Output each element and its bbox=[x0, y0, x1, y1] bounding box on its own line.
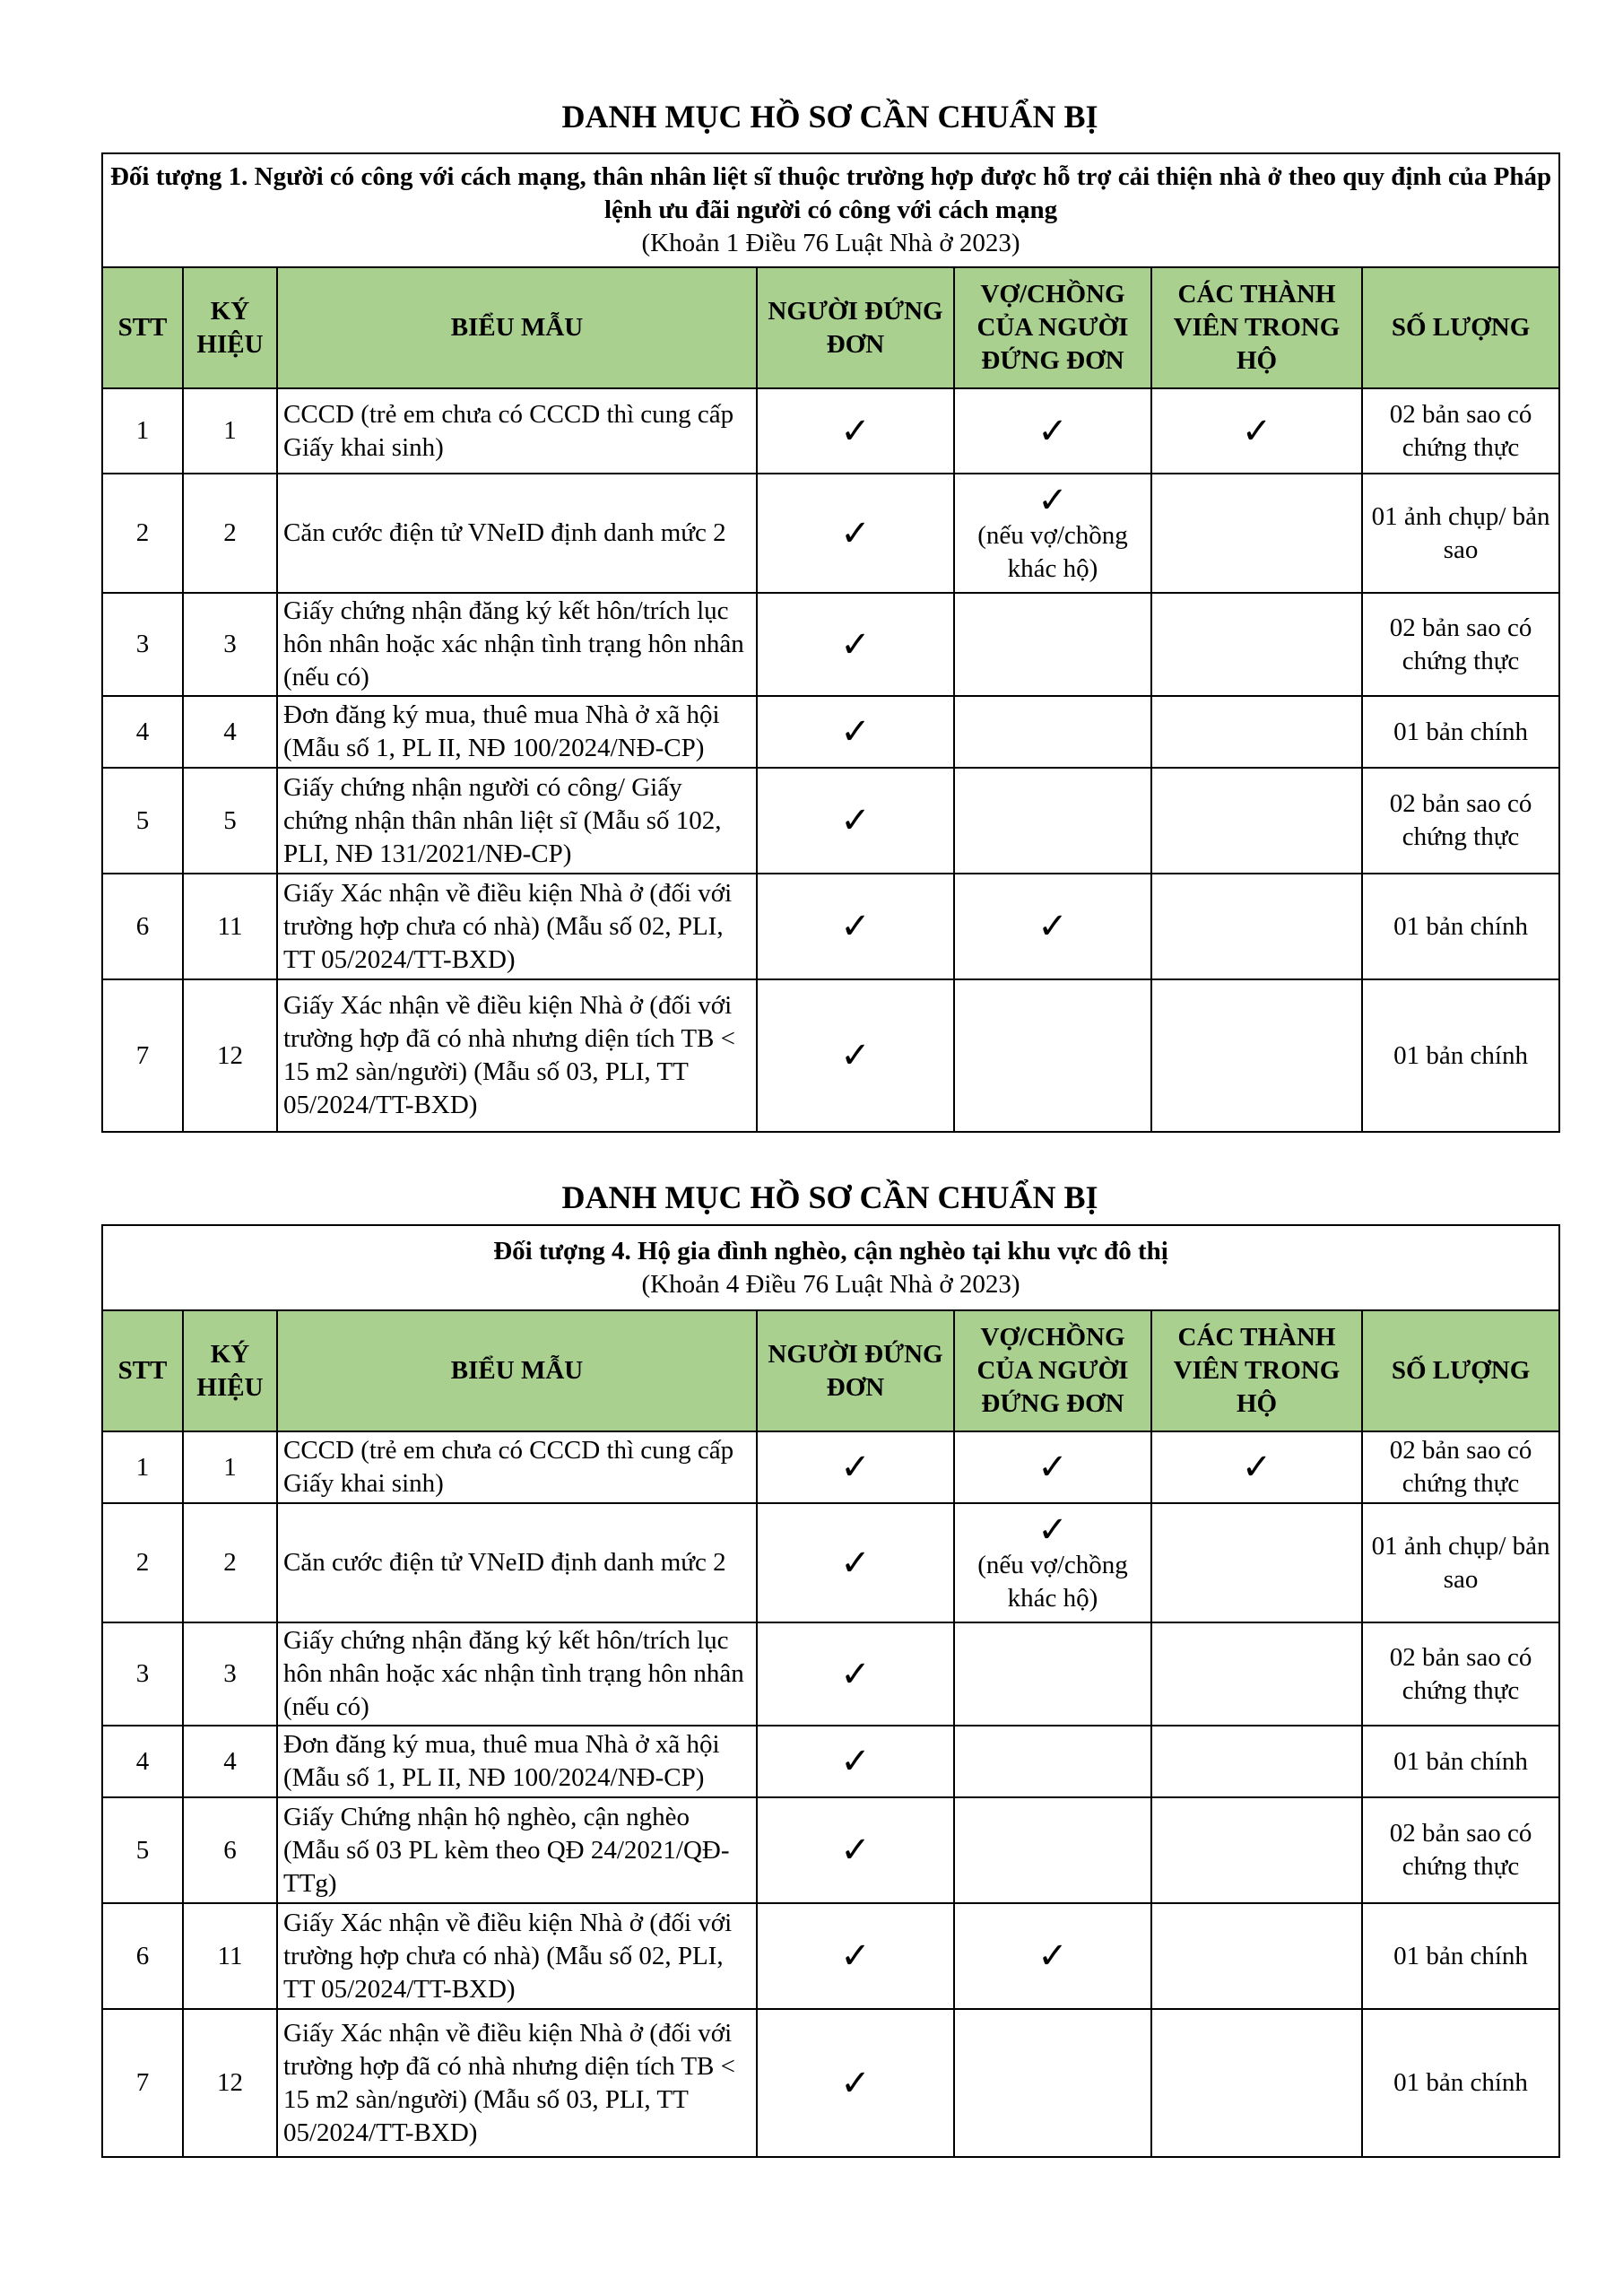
table-row bbox=[102, 474, 1559, 593]
code-cell: 4 bbox=[183, 1726, 277, 1797]
applicant-cell bbox=[757, 696, 954, 768]
check-icon: ✓ bbox=[840, 1035, 871, 1076]
header-spouse: VỢ/CHỒNG CỦA NGƯỜI ĐỨNG ĐƠN bbox=[954, 1310, 1151, 1431]
stt-cell: 2 bbox=[102, 474, 183, 593]
spouse-cell bbox=[954, 388, 1151, 474]
code-cell: 11 bbox=[183, 874, 277, 979]
stt-cell: 3 bbox=[102, 1622, 183, 1726]
table-row bbox=[102, 1622, 1559, 1726]
form-cell: Căn cước điện tử VNeID định danh mức 2 bbox=[277, 1503, 757, 1622]
members-cell bbox=[1151, 1622, 1362, 1726]
members-cell bbox=[1151, 1431, 1362, 1503]
header-form: BIỂU MẪU bbox=[277, 1310, 757, 1431]
code-cell: 2 bbox=[183, 1503, 277, 1622]
members-cell bbox=[1151, 474, 1362, 593]
applicant-cell bbox=[757, 474, 954, 593]
quantity-cell: 01 bản chính bbox=[1362, 2009, 1559, 2157]
caption-title: Đối tượng 1. Người có công với cách mạng, thân nhân liệt sĩ thuộc trường hợp được hỗ trợ cải thiện nhà ở theo quy định của Pháp lệnh ưu đãi người có công với cách mạng bbox=[109, 162, 1552, 224]
code-cell: 6 bbox=[183, 1797, 277, 1903]
applicant-cell bbox=[757, 1431, 954, 1503]
check-icon: ✓ bbox=[840, 711, 871, 752]
check-icon: ✓ bbox=[840, 2062, 871, 2104]
spouse-cell bbox=[954, 696, 1151, 768]
code-cell: 3 bbox=[183, 1622, 277, 1726]
code-cell: 11 bbox=[183, 1903, 277, 2009]
members-cell bbox=[1151, 696, 1362, 768]
check-icon: ✓ bbox=[840, 906, 871, 947]
form-cell: Giấy chứng nhận đăng ký kết hôn/trích lục hôn nhân hoặc xác nhận tình trạng hôn nhân (nếu có) bbox=[277, 1622, 757, 1726]
spouse-note: (nếu vợ/chồng khác hộ) bbox=[977, 1550, 1128, 1613]
form-cell: Đơn đăng ký mua, thuê mua Nhà ở xã hội (Mẫu số 1, PL II, NĐ 100/2024/NĐ-CP) bbox=[277, 1726, 757, 1797]
applicant-cell bbox=[757, 1726, 954, 1797]
table-row bbox=[102, 2009, 1559, 2157]
code-cell: 1 bbox=[183, 388, 277, 474]
code-cell: 4 bbox=[183, 696, 277, 768]
spouse-cell bbox=[954, 979, 1151, 1132]
table-row bbox=[102, 1726, 1559, 1797]
header-quantity: SỐ LƯỢNG bbox=[1362, 1310, 1559, 1431]
form-cell: Giấy chứng nhận người có công/ Giấy chứng nhận thân nhân liệt sĩ (Mẫu số 102, PLI, NĐ 131/2021/NĐ-CP) bbox=[277, 768, 757, 874]
check-icon: ✓ bbox=[1037, 410, 1068, 452]
applicant-cell bbox=[757, 768, 954, 874]
spouse-cell bbox=[954, 2009, 1151, 2157]
stt-cell: 5 bbox=[102, 1797, 183, 1903]
check-icon: ✓ bbox=[1241, 1447, 1272, 1488]
form-cell: Giấy Xác nhận về điều kiện Nhà ở (đối với trường hợp chưa có nhà) (Mẫu số 02, PLI, TT 05/2024/TT-BXD) bbox=[277, 1903, 757, 2009]
check-icon: ✓ bbox=[840, 623, 871, 665]
members-cell bbox=[1151, 874, 1362, 979]
stt-cell: 1 bbox=[102, 1431, 183, 1503]
header-quantity: SỐ LƯỢNG bbox=[1362, 267, 1559, 388]
header-stt: STT bbox=[102, 1310, 183, 1431]
document-section-2 bbox=[101, 1170, 1558, 2158]
quantity-cell: 02 bản sao có chứng thực bbox=[1362, 593, 1559, 696]
quantity-cell: 01 bản chính bbox=[1362, 1903, 1559, 2009]
header-members: CÁC THÀNH VIÊN TRONG HỘ bbox=[1151, 1310, 1362, 1431]
stt-cell: 2 bbox=[102, 1503, 183, 1622]
form-cell: Giấy chứng nhận đăng ký kết hôn/trích lục hôn nhân hoặc xác nhận tình trạng hôn nhân (nếu có) bbox=[277, 593, 757, 696]
form-cell: Giấy Xác nhận về điều kiện Nhà ở (đối với trường hợp đã có nhà nhưng diện tích TB < 15 m2 sàn/người) (Mẫu số 03, PLI, TT 05/2024/TT-BXD) bbox=[277, 979, 757, 1132]
check-icon: ✓ bbox=[840, 410, 871, 452]
members-cell bbox=[1151, 768, 1362, 874]
header-applicant: NGƯỜI ĐỨNG ĐƠN bbox=[757, 267, 954, 388]
quantity-cell: 01 bản chính bbox=[1362, 696, 1559, 768]
spouse-cell bbox=[954, 1797, 1151, 1903]
spouse-cell bbox=[954, 593, 1151, 696]
check-icon: ✓ bbox=[1037, 1935, 1068, 1977]
form-cell: Đơn đăng ký mua, thuê mua Nhà ở xã hội (Mẫu số 1, PL II, NĐ 100/2024/NĐ-CP) bbox=[277, 696, 757, 768]
check-icon: ✓ bbox=[1037, 906, 1068, 947]
code-cell: 12 bbox=[183, 2009, 277, 2157]
applicant-cell bbox=[757, 1503, 954, 1622]
header-stt: STT bbox=[102, 267, 183, 388]
form-cell: CCCD (trẻ em chưa có CCCD thì cung cấp Giấy khai sinh) bbox=[277, 388, 757, 474]
check-icon: ✓ bbox=[1037, 479, 1068, 521]
table-row bbox=[102, 768, 1559, 874]
code-cell: 12 bbox=[183, 979, 277, 1132]
stt-cell: 6 bbox=[102, 874, 183, 979]
stt-cell: 7 bbox=[102, 979, 183, 1132]
table-row bbox=[102, 1431, 1559, 1503]
applicant-cell bbox=[757, 1903, 954, 2009]
members-cell bbox=[1151, 388, 1362, 474]
form-cell: Giấy Xác nhận về điều kiện Nhà ở (đối với trường hợp chưa có nhà) (Mẫu số 02, PLI, TT 05/2024/TT-BXD) bbox=[277, 874, 757, 979]
check-icon: ✓ bbox=[840, 1653, 871, 1695]
stt-cell: 6 bbox=[102, 1903, 183, 2009]
applicant-cell bbox=[757, 1797, 954, 1903]
quantity-cell: 02 bản sao có chứng thực bbox=[1362, 1622, 1559, 1726]
table-row bbox=[102, 1503, 1559, 1622]
header-spouse: VỢ/CHỒNG CỦA NGƯỜI ĐỨNG ĐƠN bbox=[954, 267, 1151, 388]
applicant-cell bbox=[757, 388, 954, 474]
quantity-cell: 01 ảnh chụp/ bản sao bbox=[1362, 474, 1559, 593]
header-row bbox=[102, 267, 1559, 388]
form-cell: Giấy Chứng nhận hộ nghèo, cận nghèo (Mẫu số 03 PL kèm theo QĐ 24/2021/QĐ-TTg) bbox=[277, 1797, 757, 1903]
code-cell: 2 bbox=[183, 474, 277, 593]
members-cell bbox=[1151, 593, 1362, 696]
code-cell: 1 bbox=[183, 1431, 277, 1503]
spouse-cell bbox=[954, 768, 1151, 874]
header-members: CÁC THÀNH VIÊN TRONG HỘ bbox=[1151, 267, 1362, 388]
check-icon: ✓ bbox=[1241, 410, 1272, 452]
quantity-cell: 01 ảnh chụp/ bản sao bbox=[1362, 1503, 1559, 1622]
form-cell: Giấy Xác nhận về điều kiện Nhà ở (đối với trường hợp đã có nhà nhưng diện tích TB < 15 m2 sàn/người) (Mẫu số 03, PLI, TT 05/2024/TT-BXD) bbox=[277, 2009, 757, 2157]
check-icon: ✓ bbox=[840, 512, 871, 554]
check-icon: ✓ bbox=[840, 1447, 871, 1488]
applicant-cell bbox=[757, 874, 954, 979]
applicant-cell bbox=[757, 593, 954, 696]
header-code: KÝ HIỆU bbox=[183, 1310, 277, 1431]
applicant-cell bbox=[757, 1622, 954, 1726]
members-cell bbox=[1151, 1726, 1362, 1797]
quantity-cell: 01 bản chính bbox=[1362, 979, 1559, 1132]
spouse-cell bbox=[954, 1726, 1151, 1797]
form-cell: CCCD (trẻ em chưa có CCCD thì cung cấp Giấy khai sinh) bbox=[277, 1431, 757, 1503]
quantity-cell: 02 bản sao có chứng thực bbox=[1362, 388, 1559, 474]
document-table bbox=[101, 152, 1560, 1133]
stt-cell: 7 bbox=[102, 2009, 183, 2157]
code-cell: 3 bbox=[183, 593, 277, 696]
members-cell bbox=[1151, 1903, 1362, 2009]
quantity-cell: 02 bản sao có chứng thực bbox=[1362, 1797, 1559, 1903]
quantity-cell: 02 bản sao có chứng thực bbox=[1362, 768, 1559, 874]
spouse-note: (nếu vợ/chồng khác hộ) bbox=[977, 520, 1128, 583]
document-title: DANH MỤC HỒ SƠ CẦN CHUẨN BỊ bbox=[561, 99, 1098, 135]
document-table bbox=[101, 1224, 1560, 2158]
check-icon: ✓ bbox=[1037, 1447, 1068, 1488]
document-section-1 bbox=[101, 81, 1558, 1133]
members-cell bbox=[1151, 1797, 1362, 1903]
caption-reference: (Khoản 1 Điều 76 Luật Nhà ở 2023) bbox=[641, 229, 1020, 257]
stt-cell: 1 bbox=[102, 388, 183, 474]
stt-cell: 4 bbox=[102, 1726, 183, 1797]
quantity-cell: 01 bản chính bbox=[1362, 1726, 1559, 1797]
header-code: KÝ HIỆU bbox=[183, 267, 277, 388]
caption-title: Đối tượng 4. Hộ gia đình nghèo, cận nghèo tại khu vực đô thị bbox=[493, 1236, 1168, 1265]
stt-cell: 5 bbox=[102, 768, 183, 874]
document-title: DANH MỤC HỒ SƠ CẦN CHUẨN BỊ bbox=[561, 1179, 1098, 1215]
table-row bbox=[102, 388, 1559, 474]
table-row bbox=[102, 1797, 1559, 1903]
spouse-cell bbox=[954, 474, 1151, 593]
spouse-cell bbox=[954, 1622, 1151, 1726]
spouse-cell bbox=[954, 874, 1151, 979]
check-icon: ✓ bbox=[840, 1542, 871, 1584]
check-icon: ✓ bbox=[840, 800, 871, 841]
quantity-cell: 01 bản chính bbox=[1362, 874, 1559, 979]
check-icon: ✓ bbox=[840, 1830, 871, 1871]
header-row bbox=[102, 1310, 1559, 1431]
table-row bbox=[102, 874, 1559, 979]
spouse-cell bbox=[954, 1431, 1151, 1503]
stt-cell: 3 bbox=[102, 593, 183, 696]
members-cell bbox=[1151, 1503, 1362, 1622]
form-cell: Căn cước điện tử VNeID định danh mức 2 bbox=[277, 474, 757, 593]
table-row bbox=[102, 979, 1559, 1132]
header-applicant: NGƯỜI ĐỨNG ĐƠN bbox=[757, 1310, 954, 1431]
stt-cell: 4 bbox=[102, 696, 183, 768]
table-row bbox=[102, 593, 1559, 696]
code-cell: 5 bbox=[183, 768, 277, 874]
members-cell bbox=[1151, 2009, 1362, 2157]
applicant-cell bbox=[757, 2009, 954, 2157]
check-icon: ✓ bbox=[840, 1741, 871, 1782]
header-form: BIỂU MẪU bbox=[277, 267, 757, 388]
spouse-cell bbox=[954, 1503, 1151, 1622]
caption-reference: (Khoản 4 Điều 76 Luật Nhà ở 2023) bbox=[641, 1269, 1020, 1299]
table-row bbox=[102, 1903, 1559, 2009]
table-caption bbox=[102, 153, 1559, 267]
check-icon: ✓ bbox=[840, 1935, 871, 1977]
quantity-cell: 02 bản sao có chứng thực bbox=[1362, 1431, 1559, 1503]
spouse-cell bbox=[954, 1903, 1151, 2009]
applicant-cell bbox=[757, 979, 954, 1132]
table-row bbox=[102, 696, 1559, 768]
members-cell bbox=[1151, 979, 1362, 1132]
table-caption bbox=[102, 1225, 1559, 1310]
check-icon: ✓ bbox=[1037, 1509, 1068, 1551]
